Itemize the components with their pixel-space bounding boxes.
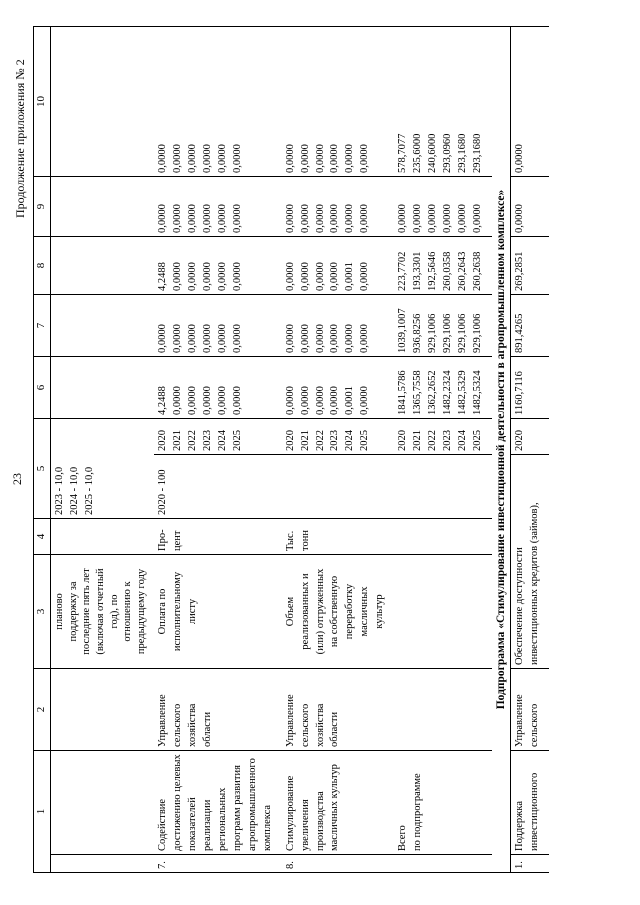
indicator: Обеспечение доступности инвестиционных кредитов (займов),	[510, 455, 548, 669]
col8-values: 0,0000 0,0000 0,0000 0,0000 0,0001 0,0000	[282, 237, 394, 295]
col10-values: 578,7077 235,6000 240,6000 293,0960 293,1680 293,1680	[394, 27, 491, 177]
col8-value: 269,2851	[510, 237, 548, 295]
unit: Тыс. тонн	[282, 519, 394, 555]
col7-values: 0,0000 0,0000 0,0000 0,0000 0,0000 0,0000	[154, 295, 281, 357]
page-number: 23	[10, 473, 24, 485]
col-head-5: 5	[34, 419, 51, 519]
indicator: Оплата по исполнительному листу	[154, 555, 281, 669]
years: 2020 2021 2022 2023 2024 2025	[282, 419, 394, 455]
column-number-row	[34, 27, 51, 873]
col9-value: 0,0000	[510, 177, 548, 237]
years: 2020 2021 2022 2023 2024 2025	[154, 419, 281, 455]
col6-values: 1841,5786 1365,7558 1362,2652 1482,2324 1482,5329 1482,5324	[394, 357, 491, 419]
col7-values: 1039,1007 936,8256 929,1006 929,1006 929,1006 929,1006	[394, 295, 491, 357]
col-head-1: 1	[34, 751, 51, 873]
continuation-label: Продолжение приложения № 2	[13, 59, 27, 218]
unit: Про- цент	[154, 519, 281, 555]
executor: Управление сельского хозяйства области	[282, 669, 394, 751]
col6-values: 4,2488 0,0000 0,0000 0,0000 0,0000 0,0000	[154, 357, 281, 419]
targets-continued: 2023 - 10,0 2024 - 10,0 2025 - 10,0	[51, 419, 155, 519]
col-head-10: 10	[34, 27, 51, 177]
row-number: 8.	[282, 855, 394, 873]
measure-name: Содействие достижению целевых показателей реализации региональных программ развития агропромышленного комплекса	[154, 751, 281, 855]
row-number: 7.	[154, 855, 281, 873]
total-label: Всего по подпрограмме	[394, 751, 491, 855]
executor: Управление сельского хозяйства области	[154, 669, 281, 751]
data-table	[33, 26, 549, 873]
table-row-total	[394, 27, 491, 873]
row-number: 1.	[510, 855, 548, 873]
target-value	[282, 455, 394, 519]
table-row-8	[282, 27, 394, 873]
table-row-7	[154, 27, 281, 873]
measure-name: Стимулирование увеличения производства масличных культур	[282, 751, 394, 855]
col-head-3: 3	[34, 555, 51, 669]
table-row-sub-1	[510, 27, 548, 873]
indicator-continued: планово поддержку за последние пять лет (включая отчетный год), по отношению к предыдущему году	[51, 555, 155, 669]
col9-values: 0,0000 0,0000 0,0000 0,0000 0,0000 0,0000	[394, 177, 491, 237]
col7-values: 0,0000 0,0000 0,0000 0,0000 0,0000 0,0000	[282, 295, 394, 357]
col9-values: 0,0000 0,0000 0,0000 0,0000 0,0000 0,0000	[154, 177, 281, 237]
table-row-continued	[51, 27, 155, 873]
col-head-9: 9	[34, 177, 51, 237]
col-head-6: 6	[34, 357, 51, 419]
subprogram-title-row	[492, 27, 511, 873]
col6-values: 0,0000 0,0000 0,0000 0,0000 0,0001 0,0000	[282, 357, 394, 419]
col8-values: 223,7702 193,3301 192,5646 260,0358 260,2643 260,2638	[394, 237, 491, 295]
col6-value: 1160,7116	[510, 357, 548, 419]
col-head-8: 8	[34, 237, 51, 295]
col7-value: 891,4265	[510, 295, 548, 357]
years: 2020 2021 2022 2023 2024 2025	[394, 419, 491, 455]
col-head-4: 4	[34, 519, 51, 555]
col10-value: 0,0000	[510, 27, 548, 177]
col-head-2: 2	[34, 669, 51, 751]
target-value: 2020 - 100	[154, 455, 281, 519]
col10-values: 0,0000 0,0000 0,0000 0,0000 0,0000 0,0000	[282, 27, 394, 177]
col9-values: 0,0000 0,0000 0,0000 0,0000 0,0000 0,0000	[282, 177, 394, 237]
measure-name: Поддержка инвестиционного	[510, 751, 548, 855]
col8-values: 4,2488 0,0000 0,0000 0,0000 0,0000 0,0000	[154, 237, 281, 295]
executor: Управление сельского	[510, 669, 548, 751]
col-head-7: 7	[34, 295, 51, 357]
subprogram-title: Подпрограмма «Стимулирование инвестиционной деятельности в агропромышленном комплексе»	[492, 27, 511, 873]
col10-values: 0,0000 0,0000 0,0000 0,0000 0,0000 0,0000	[154, 27, 281, 177]
indicator: Объем реализованных и (или) отгруженных на собственную переработку масличных культур	[282, 555, 394, 669]
year: 2020	[510, 419, 548, 455]
